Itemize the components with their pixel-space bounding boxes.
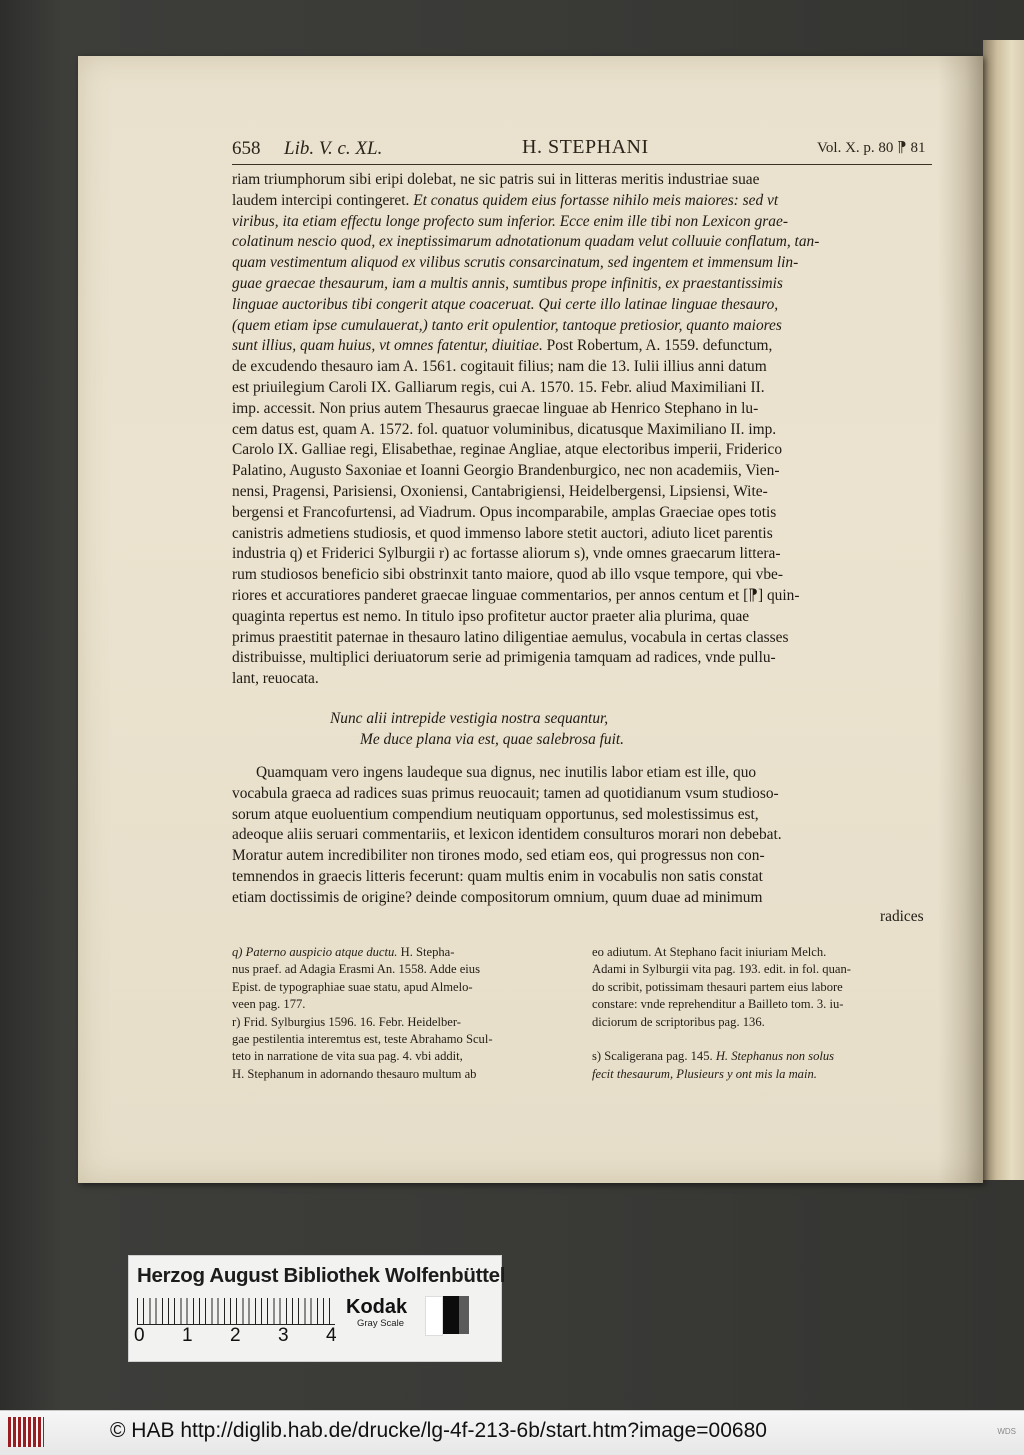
copyright-link[interactable]: © HAB http://diglib.hab.de/drucke/lg-4f-213-6b/start.htm?image=00680 xyxy=(110,1419,767,1442)
footnote-line: fecit thesaurum, Plusieurs y ont mis la main. xyxy=(592,1066,817,1081)
verse-line-1: Nunc alii intrepide vestigia nostra sequantur, xyxy=(330,710,609,727)
text-line: nensi, Pragensi, Parisiensi, Oxoniensi, Cantabrigiensi, Heidelbergensi, Lipsiensi, Wite- xyxy=(232,482,768,500)
ruler-number: 0 xyxy=(134,1325,145,1346)
ruler-number: 1 xyxy=(182,1325,193,1346)
text-line: guae graecae thesaurum, iam a multis annis, sumtibus prope infinitis, ex praestantissimis xyxy=(232,274,783,292)
text-line: distribuisse, multiplici deriuatorum serie ad primigenia tamquam ad radices, vnde pullu- xyxy=(232,649,776,667)
footnote-line: s) Scaligerana pag. 145. H. Stephanus non solus xyxy=(592,1049,835,1064)
text-line: cem datus est, quam A. 1572. fol. quatuor voluminibus, dicatusque Maximiliano II. imp. xyxy=(232,420,777,438)
text-line: canistris admetiens studiosis, et quod immenso labore stetit auctori, adiuto licet parentis xyxy=(232,524,773,542)
second-paragraph xyxy=(232,763,932,909)
verse-line-2: Me duce plana via est, quae salebrosa fuit. xyxy=(360,731,625,748)
footer-mark: WDS xyxy=(997,1427,1016,1436)
text-line: vocabula graeca ad radices suas primus reuocauit; tamen ad quotidianum vsum studioso- xyxy=(232,784,779,802)
text-line: colatinum nescio quod, ex ineptissimarum adnotationum quadam velut colluuie conflatum, tan- xyxy=(232,233,820,251)
text-line: sunt illius, quam huius, vt omnes fatentur, diuitiae. Post Robertum, A. 1559. defunctum, xyxy=(232,337,773,355)
footnote-line: H. Stephanum in adornando thesauro multum ab xyxy=(232,1066,477,1081)
text-line: de excudendo thesauro iam A. 1561. cogitauit filius; nam die 13. Iulii illius anni datum xyxy=(232,358,767,376)
text-line: (quem etiam ipse cumulauerat,) tanto erit opulentior, tantoque pretiosior, quanto maiores xyxy=(232,316,782,334)
footnote-line: do scribit, potissimam thesauri partem eius labore xyxy=(592,979,843,994)
text-line: lant, reuocata. xyxy=(232,670,319,688)
footnotes-left-column xyxy=(232,944,572,1083)
text-line: quaginta repertus est nemo. In titulo ipso profitetur auctor praeter alia plurima, quae xyxy=(232,607,750,625)
running-title: H. STEPHANI xyxy=(522,136,649,158)
gray-swatch xyxy=(459,1296,469,1334)
page-gutter-shadow xyxy=(938,56,983,1183)
text-line: industria q) et Friderici Sylburgii r) ac fortasse aliorum s), vnde omnes graecarum littera- xyxy=(232,545,781,563)
footnote-line xyxy=(592,1031,932,1048)
text-line: laudem intercipi contingeret. Et conatus quidem eius fortasse nihilo meis maiores: sed vt xyxy=(232,191,779,209)
text-line: Moratur autem incredibiliter non tirones modo, sed etiam eos, qui progressus non con- xyxy=(232,847,765,865)
running-header xyxy=(232,132,932,164)
footnote-line: diciorum de scriptoribus pag. 136. xyxy=(592,1014,765,1029)
text-line: Carolo IX. Galliae regi, Elisabethae, reginae Angliae, atque electoribus imperii, Friderico xyxy=(232,441,783,459)
scale-ruler xyxy=(137,1298,335,1325)
text-line: adeoque aliis seruari commentariis, et lexicon identidem consulturos morari non debebat. xyxy=(232,826,782,844)
footnote-line: gae pestilentia interemtus est, teste Abrahamo Scul- xyxy=(232,1031,493,1046)
footnote-line: veen pag. 177. xyxy=(232,997,306,1012)
book-reference: Lib. V. c. XL. xyxy=(284,138,383,159)
text-line: temnendos in graecis litteris fecerunt: quam multis enim in vocabulis non satis constat xyxy=(232,867,763,885)
text-line: linguae auctoribus tibi congerit atque coaceruat. Qui certe illo latinae linguae thesauro, xyxy=(232,295,779,313)
verse-quote xyxy=(330,708,850,750)
ruler-number: 3 xyxy=(278,1325,289,1346)
footnote-line: Adami in Sylburgii vita pag. 193. edit. in fol. quan- xyxy=(592,962,851,977)
footnote-line: teto in narratione de vita sua pag. 4. vbi addit, xyxy=(232,1049,463,1064)
text-line: sorum atque euoluentium compendium neutiquam opportunus, sed molestissimus est, xyxy=(232,805,759,823)
footnote-line: q) Paterno auspicio atque ductu. H. Stepha- xyxy=(232,945,455,959)
text-line: rum studiosos beneficio sibi obstrinxit tanto maiore, quod ab illo vsque tempore, qui vbe- xyxy=(232,566,783,584)
text-line: Quamquam vero ingens laudeque sua dignus, nec inutilis labor etiam est ille, quo xyxy=(256,764,757,781)
black-swatch xyxy=(443,1296,459,1334)
ruler-number: 4 xyxy=(326,1325,337,1346)
text-line: quam vestimentum aliquod ex vilibus scrutis consarcinatum, sed ingentem et immensum lin- xyxy=(232,254,799,272)
text-line: Palatino, Augusto Saxoniae et Ioanni Georgio Brandenburgico, nec non academiis, Vien- xyxy=(232,462,780,480)
footnote-line: Epist. de typographiae suae statu, apud Almelo- xyxy=(232,979,473,994)
text-line: bergensi et Francofurtensi, ad Viadrum. Opus incomparabile, amplas Graeciae opes totis xyxy=(232,503,777,521)
catchword: radices xyxy=(880,908,924,925)
white-swatch xyxy=(425,1296,443,1336)
text-line: riam triumphorum sibi eripi dolebat, ne sic patris sui in litteras meritis industriae suae xyxy=(232,171,760,188)
library-name: Herzog August Bibliothek Wolfenbüttel xyxy=(137,1264,506,1287)
text-line: est priuilegium Caroli IX. Galliarum regis, cui A. 1570. 15. Febr. aliud Maximiliani II. xyxy=(232,378,765,396)
text-line: viribus, ita etiam effectu longe profecto sum inferior. Ecce enim ille tibi non Lexicon grae- xyxy=(232,212,788,230)
header-rule xyxy=(232,164,932,165)
facing-page-edge xyxy=(983,40,1024,1180)
text-line: imp. accessit. Non prius autem Thesaurus graecae linguae ab Henrico Stephano in lu- xyxy=(232,399,759,417)
kodak-logo: Kodak xyxy=(346,1296,408,1318)
text-line: etiam doctissimis de origine? deinde compositorum omnium, quum duae ad minimum xyxy=(232,888,763,906)
viewer-footer xyxy=(0,1410,1024,1455)
footnotes-right-column xyxy=(592,944,932,1083)
color-target-card xyxy=(128,1255,506,1362)
volume-reference: Vol. X. p. 80 ⁋ 81 xyxy=(817,140,926,156)
footnote-line: nus praef. ad Adagia Erasmi An. 1558. Adde eius xyxy=(232,962,480,977)
footnote-line: eo adiutum. At Stephano facit iniuriam Melch. xyxy=(592,945,827,959)
main-text-block xyxy=(232,170,932,690)
gray-scale-label: Gray Scale xyxy=(357,1318,404,1329)
text-line: primus praestitit paternae in thesauro latino diligentiae aemulus, vocabula in certas classes xyxy=(232,628,789,646)
hab-logo-icon xyxy=(8,1417,44,1447)
footnote-line: constare: vnde reprehenditur a Bailleto tom. 3. iu- xyxy=(592,997,844,1012)
text-line: riores et accuratiores panderet graecae linguae commentarios, per annos centum et [⁋] quin- xyxy=(232,586,800,604)
ruler-numbers xyxy=(134,1325,339,1349)
footnote-line: r) Frid. Sylburgius 1596. 16. Febr. Heidelber- xyxy=(232,1014,461,1029)
page-number: 658 xyxy=(232,138,261,159)
ruler-number: 2 xyxy=(230,1325,241,1346)
